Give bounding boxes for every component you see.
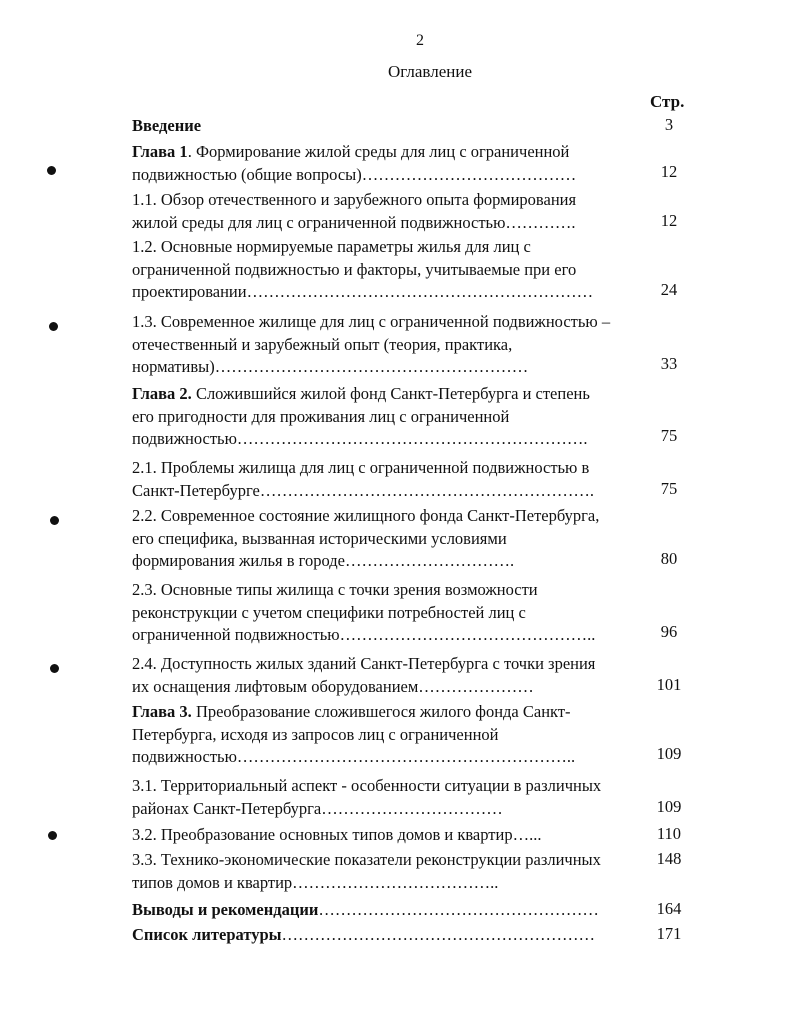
page-column-header: Стр. [650,92,685,111]
toc-page: 3 [664,115,674,134]
toc-page: 171 [656,924,682,943]
punch-hole-mark [49,322,58,331]
toc-page: 109 [656,797,682,816]
toc-entry-2-2: 2.2. Современное состояние жилищного фонда Санкт-Петербурга, его специфика, вызванная историческими условиями формирования жилья в городе…………………………. [132,506,600,570]
toc-entry-3-1: 3.1. Территориальный аспект - особенности ситуации в различных районах Санкт-Петербурга…………………………… [132,776,602,818]
page-title: Оглавление [388,62,472,81]
toc-entry-chapter-3: Глава 3. Преобразование сложившегося жилого фонда Санкт-Петербурга, исходя из запросов лиц с ограниченной подвижностью…………………………………………………….. [132,702,576,766]
toc-page: 101 [656,675,682,694]
toc-page: 80 [660,549,678,568]
toc-page: 12 [660,211,678,230]
punch-hole-mark [50,516,59,525]
toc-page: 148 [656,849,682,868]
toc-page: 96 [660,622,678,641]
toc-entry-references: Список литературы………………………………………………… [132,925,596,944]
toc-entry-conclusions: Выводы и рекомендации…………………………………………… [132,900,599,919]
toc-entry-chapter-1: Глава 1. Формирование жилой среды для лиц с ограниченной подвижностью (общие вопросы)………………………………… [132,142,577,184]
toc-entry-2-3: 2.3. Основные типы жилища с точки зрения возможности реконструкции с учетом специфики потребностей лиц с ограниченной подвижностью……………………………………….. [132,580,596,644]
punch-hole-mark [48,831,57,840]
toc-entry-2-4: 2.4. Доступность жилых зданий Санкт-Петербурга с точки зрения их оснащения лифтовым оборудованием………………… [132,654,596,696]
toc-entry-3-2: 3.2. Преобразование основных типов домов и квартир…... [132,825,542,844]
toc-page: 164 [656,899,682,918]
page-number: 2 [416,32,424,49]
toc-page: 110 [656,824,682,843]
toc-page: 75 [660,426,678,445]
toc-page: 12 [660,162,678,181]
toc-entry-1-3: 1.3. Современное жилище для лиц с ограниченной подвижностью – отечественный и зарубежный опыт (теория, практика, нормативы)………………………………………………… [132,312,611,376]
punch-hole-mark [47,166,56,175]
toc-page: 109 [656,744,682,763]
punch-hole-mark [50,664,59,673]
toc-page: 33 [660,354,678,373]
toc-entry-2-1: 2.1. Проблемы жилища для лиц с ограниченной подвижностью в Санкт-Петербурге……………………………………………………. [132,458,594,500]
toc-page: 24 [660,280,678,299]
toc-entry-chapter-2: Глава 2. Сложившийся жилой фонд Санкт-Петербурга и степень его пригодности для проживания лиц с ограниченной подвижностью………………………………………………………. [132,384,590,448]
toc-entry-introduction: Введение [132,116,202,135]
toc-page: 75 [660,479,678,498]
toc-entry-3-3: 3.3. Технико-экономические показатели реконструкции различных типов домов и квартир……………………………….. [132,850,601,892]
toc-entry-1-2: 1.2. Основные нормируемые параметры жилья для лиц с ограниченной подвижностью и факторы, учитываемые при его проектировании……………………………………………………… [132,237,594,301]
toc-entry-1-1: 1.1. Обзор отечественного и зарубежного опыта формирования жилой среды для лиц с ограниченной подвижностью…………. [132,190,577,232]
